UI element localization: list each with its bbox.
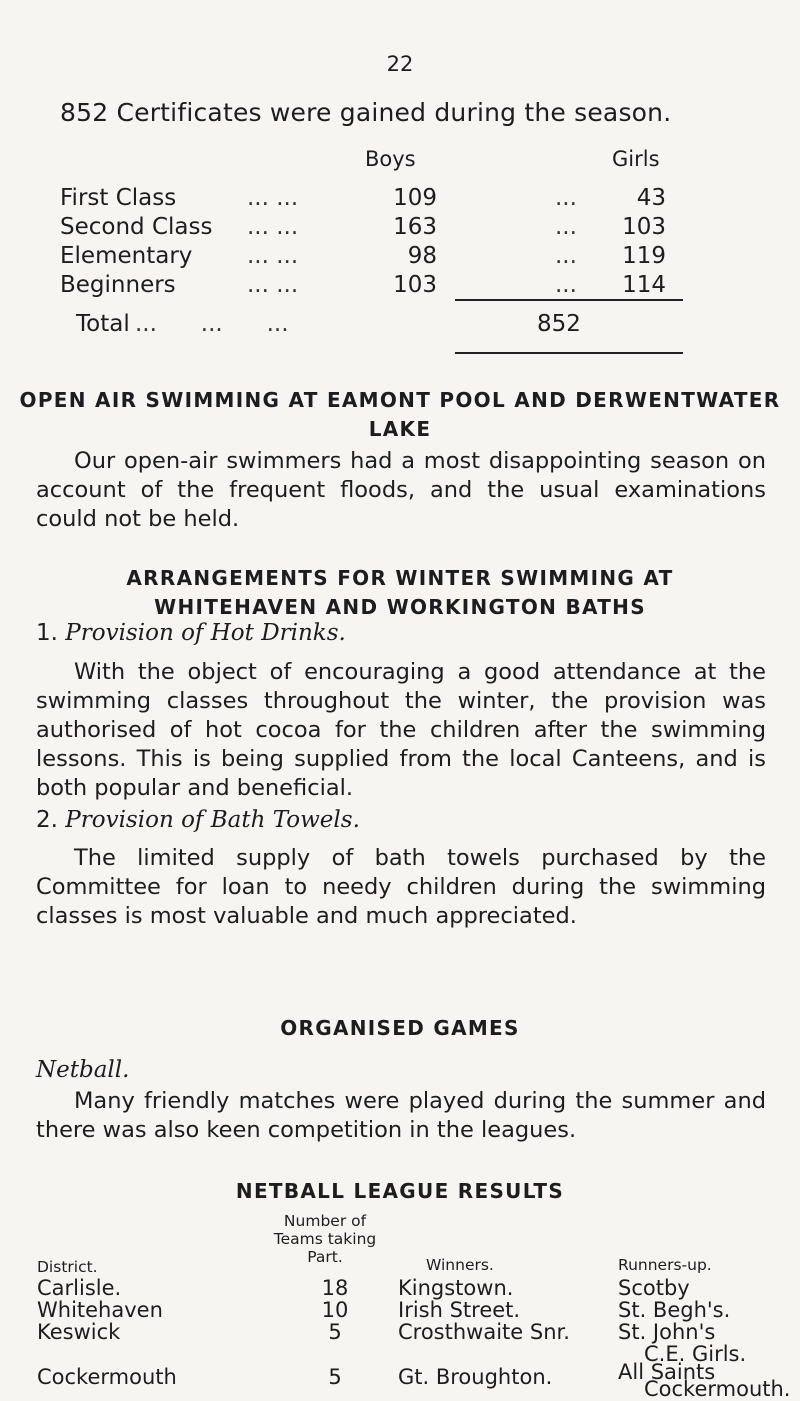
swimming-heading: OPEN AIR SWIMMING AT EAMONT POOL AND DERWENTWATER LAKE: [19, 388, 781, 441]
winter-heading: ARRANGEMENTS FOR WINTER SWIMMING AT WHITEHAVEN AND WORKINGTON BATHS: [126, 566, 674, 619]
girls-count: 103: [622, 214, 666, 240]
row-label: Beginners: [60, 272, 176, 298]
leader-dots: ... ...: [247, 272, 299, 298]
boys-count: 163: [393, 214, 437, 240]
row-label: First Class: [60, 185, 177, 211]
column-header-boys: Boys: [365, 147, 416, 171]
total-label: Total: [76, 311, 130, 337]
league-winners: Crosthwaite Snr.: [398, 1320, 570, 1344]
netball-heading: Netball.: [36, 1057, 130, 1083]
leader-dots: ... ... ...: [135, 311, 289, 337]
total-row: [0, 311, 800, 341]
total-rule-top: [455, 299, 683, 301]
total-value: 852: [537, 311, 581, 337]
league-runners-up: St. Begh's.: [618, 1298, 731, 1322]
column-header-teams-2: Teams taking: [273, 1230, 377, 1248]
column-header-girls: Girls: [612, 147, 660, 171]
league-winners: Gt. Broughton.: [398, 1365, 553, 1389]
item-1-paragraph: With the object of encouraging a good attendance at the swimming classes throughout the winter, the provision was authorised of hot cocoa for the children after the swimming lessons. This is being supplied from the local Canteens, and is both popular and beneficial.: [36, 659, 766, 801]
league-district: Whitehaven: [37, 1298, 163, 1322]
girls-count: 43: [636, 185, 666, 211]
league-winners: Irish Street.: [398, 1298, 521, 1322]
column-header-winners: Winners.: [426, 1256, 494, 1274]
table-row: [0, 272, 800, 302]
item-2-paragraph: The limited supply of bath towels purchased by the Committee for loan to needy children during the swimming classes is most valuable and much appreciated.: [36, 845, 766, 929]
table-row: [0, 214, 800, 244]
league-teams: 5: [328, 1365, 342, 1389]
leader-dots: ... ...: [247, 243, 299, 269]
league-teams: 5: [328, 1320, 342, 1344]
row-label: Elementary: [60, 243, 193, 269]
boys-count: 98: [407, 243, 437, 269]
leader-dots: ...: [555, 185, 577, 211]
league-heading: NETBALL LEAGUE RESULTS: [235, 1179, 565, 1203]
item-1-heading: 1. Provision of Hot Drinks.: [36, 620, 346, 646]
league-district: Cockermouth: [37, 1365, 177, 1389]
column-header-runners-up: Runners-up.: [618, 1256, 712, 1274]
column-header-teams-1: Number of: [283, 1212, 367, 1230]
certificates-intro: 852 Certificates were gained during the season.: [60, 98, 672, 127]
leader-dots: ...: [555, 214, 577, 240]
league-teams: 10: [321, 1298, 349, 1322]
leader-dots: ...: [555, 272, 577, 298]
girls-count: 114: [622, 272, 666, 298]
total-rule-bottom: [455, 352, 683, 354]
page-number: 22: [386, 52, 414, 76]
league-runners-up-line2: Cockermouth.: [644, 1377, 791, 1401]
row-label: Second Class: [60, 214, 213, 240]
column-header-district: District.: [37, 1258, 98, 1276]
league-runners-up-line2: C.E. Girls.: [644, 1342, 747, 1366]
table-row: [0, 185, 800, 215]
league-runners-up: All Saints: [618, 1360, 716, 1384]
league-runners-up: St. John's: [618, 1320, 716, 1344]
boys-count: 103: [393, 272, 437, 298]
leader-dots: ...: [555, 243, 577, 269]
column-header-teams-3: Part.: [307, 1248, 343, 1266]
swimming-paragraph: Our open-air swimmers had a most disappointing season on account of the frequent floods, and the usual examinations could not be held.: [36, 448, 766, 532]
league-district: Keswick: [37, 1320, 121, 1344]
league-runners-up: Scotby: [618, 1276, 690, 1300]
item-1-title: Provision of Hot Drinks.: [65, 620, 346, 646]
boys-count: 109: [393, 185, 437, 211]
leader-dots: ... ...: [247, 214, 299, 240]
league-district: Carlisle.: [37, 1276, 122, 1300]
league-teams: 18: [321, 1276, 349, 1300]
item-2-title: Provision of Bath Towels.: [65, 807, 360, 833]
leader-dots: ... ...: [247, 185, 299, 211]
games-heading: ORGANISED GAMES: [280, 1016, 520, 1040]
girls-count: 119: [622, 243, 666, 269]
league-winners: Kingstown.: [398, 1276, 514, 1300]
netball-paragraph: Many friendly matches were played during the summer and there was also keen competition in the leagues.: [36, 1088, 766, 1143]
table-row: [0, 243, 800, 273]
item-2-heading: 2. Provision of Bath Towels.: [36, 807, 360, 833]
